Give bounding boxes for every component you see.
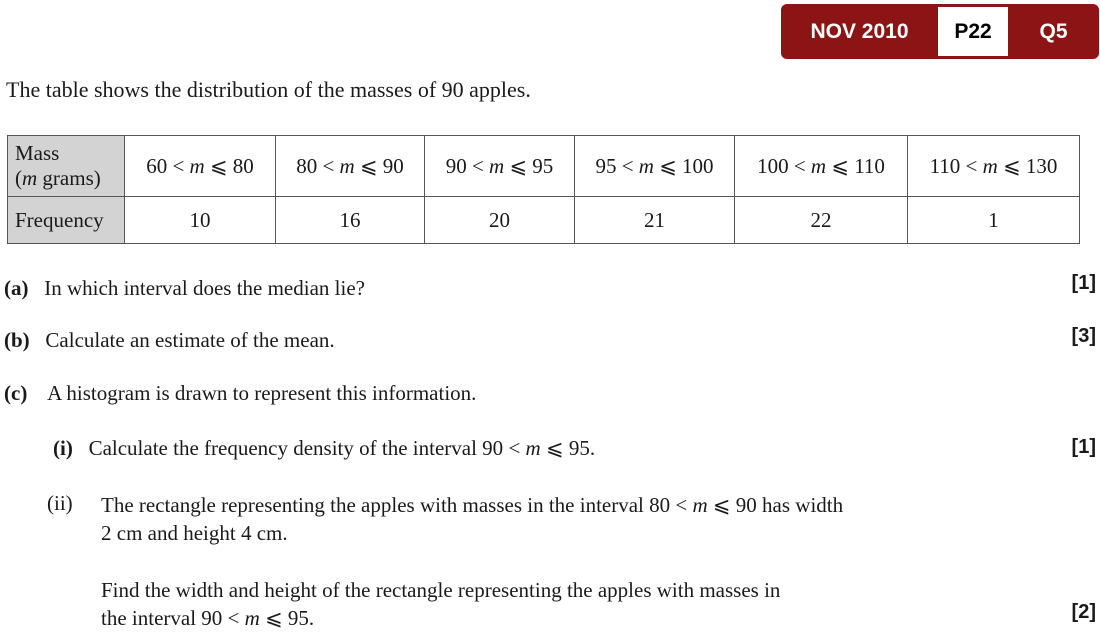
question-a [4,276,365,301]
table-row-mass [8,136,1080,197]
question-c-label: (c) [4,381,28,405]
question-c-ii-mark: [2] [1071,601,1096,623]
interval-cell: 60 < m ⩽ 80 [125,136,276,197]
frequency-cell: 21 [575,197,735,244]
frequency-cell: 20 [425,197,575,244]
interval-cell: 100 < m ⩽ 110 [735,136,908,197]
question-number-label: Q5 [1039,19,1068,43]
frequency-cell: 22 [735,197,908,244]
question-b-text: Calculate an estimate of the mean. [45,328,335,352]
question-b [4,328,335,353]
mass-header-line1: Mass [15,141,60,165]
table-row-frequency [8,197,1080,244]
question-b-label: (b) [4,328,30,352]
interval-cell: 95 < m ⩽ 100 [575,136,735,197]
question-c-ii-line4: the interval 90 < m ⩽ 95. [101,606,315,630]
question-a-label: (a) [4,276,29,300]
question-c-ii-line1: The rectangle representing the apples with masses in the interval 80 < m ⩽ 90 has width [101,493,844,517]
mass-distribution-table [7,135,1080,244]
question-c-ii-line2: 2 cm and height 4 cm. [101,521,288,545]
frequency-cell: 1 [908,197,1080,244]
question-c-i-label: (i) [53,436,73,460]
question-b-mark: [3] [1071,325,1096,347]
question-c-text: A histogram is drawn to represent this information. [47,381,477,405]
question-c-ii-line3: Find the width and height of the rectangle representing the apples with masses in [101,578,781,602]
question-c-ii-text [101,491,843,547]
question-c-i [53,436,595,461]
question-reference-badge [781,4,1099,59]
question-c [4,381,476,406]
interval-cell: 110 < m ⩽ 130 [908,136,1080,197]
frequency-header-cell: Frequency [8,197,125,244]
paper-label: P22 [938,7,1008,56]
interval-cell: 90 < m ⩽ 95 [425,136,575,197]
frequency-cell: 16 [276,197,425,244]
mass-header-cell [8,136,125,197]
intro-text: The table shows the distribution of the masses of 90 apples. [6,77,531,102]
question-a-mark: [1] [1071,272,1096,294]
interval-cell: 80 < m ⩽ 90 [276,136,425,197]
frequency-cell: 10 [125,197,276,244]
question-c-ii-task [101,576,780,632]
question-c-ii-label: (ii) [47,491,73,515]
question-a-text: In which interval does the median lie? [44,276,365,300]
question-c-i-mark: [1] [1071,436,1096,458]
question-c-i-text: Calculate the frequency density of the interval 90 < m ⩽ 95. [88,436,596,460]
session-label: NOV 2010 [810,19,909,43]
mass-header-line2: (m grams) [15,166,101,190]
